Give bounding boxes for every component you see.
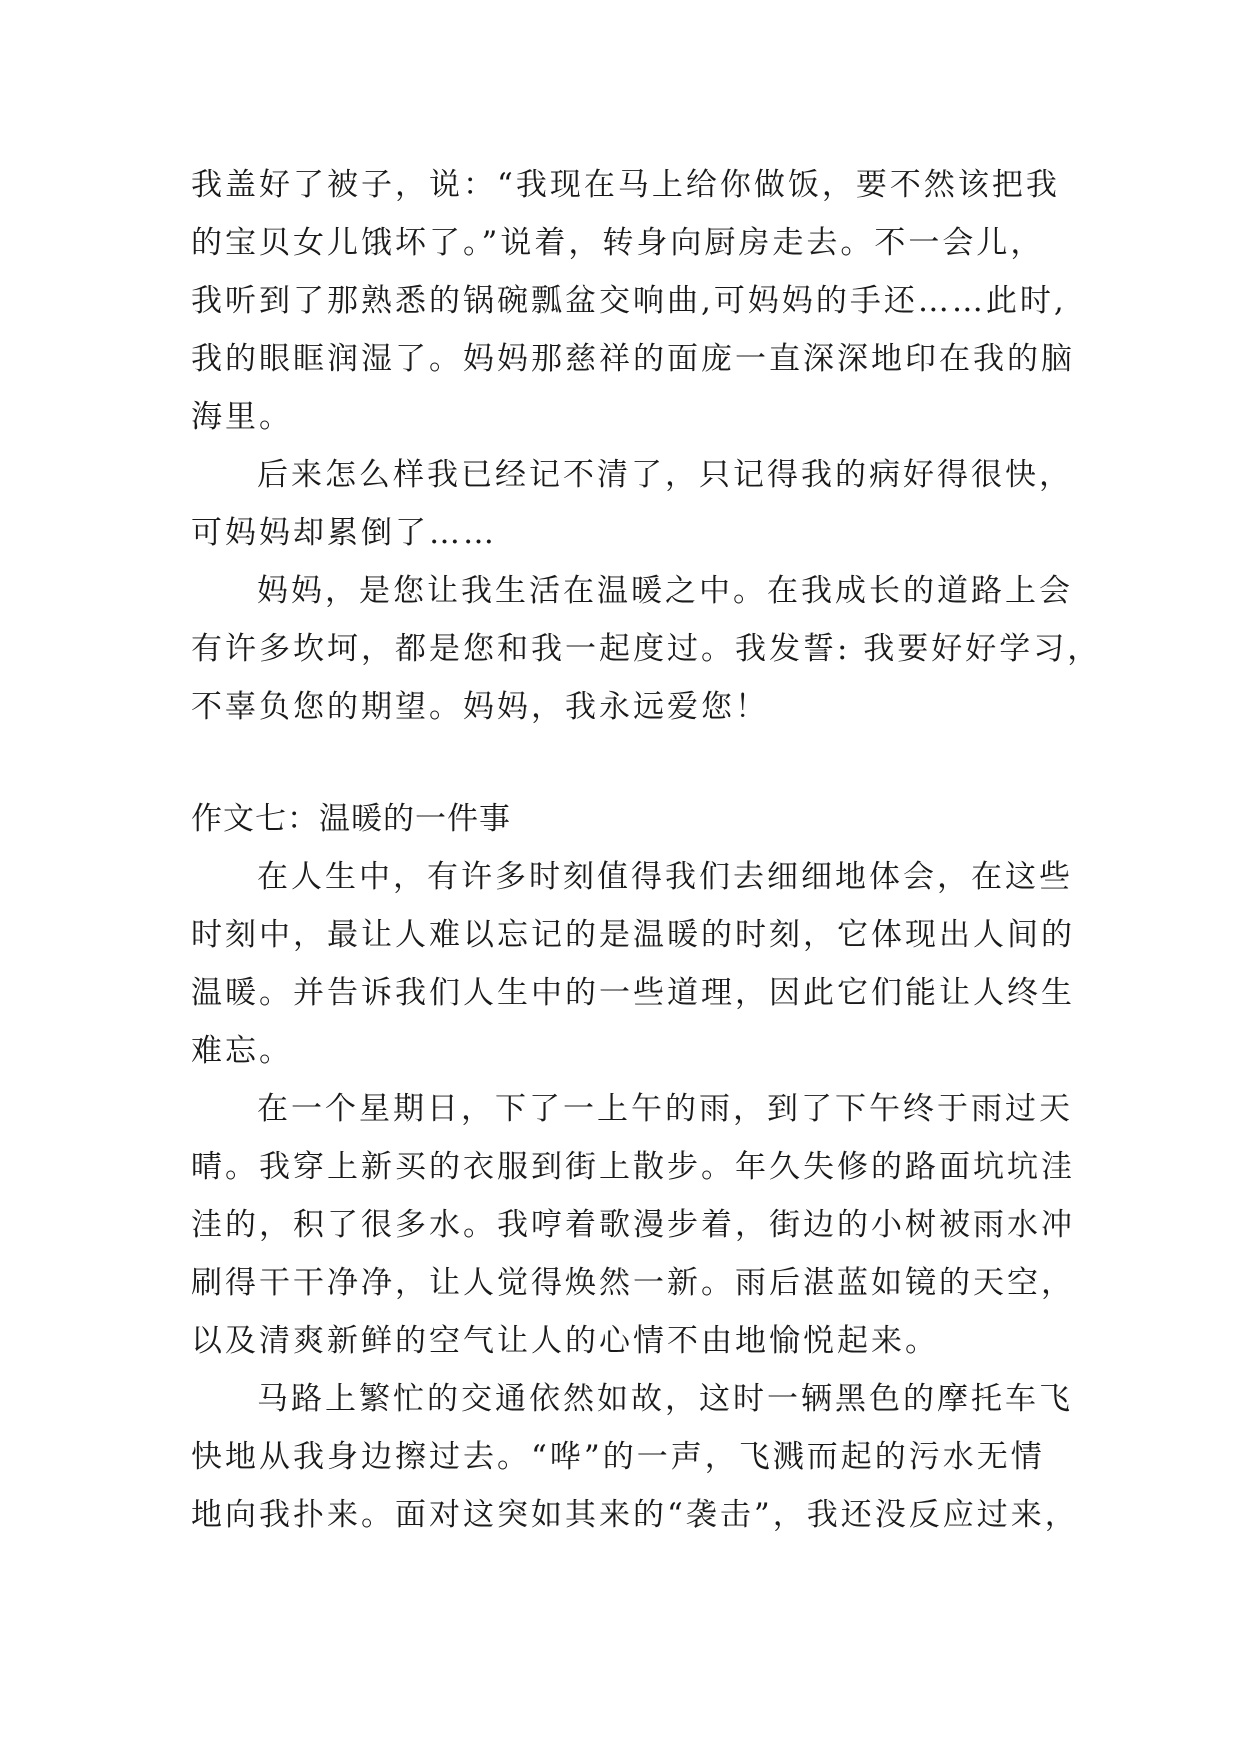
text-line: 温暖。并告诉我们人生中的一些道理，因此它们能让人终生 bbox=[191, 975, 1075, 1011]
text-line: 地向我扑来。面对这突如其来的“袭击”，我还没反应过来， bbox=[191, 1497, 1079, 1533]
text-line: 洼的，积了很多水。我哼着歌漫步着，街边的小树被雨水冲 bbox=[191, 1207, 1075, 1243]
text-line: 有许多坎坷，都是您和我一起度过。我发誓: 我要好好学习， bbox=[191, 631, 1102, 667]
text-line: 我盖好了被子，说：“我现在马上给你做饭，要不然该把我 bbox=[191, 167, 1060, 203]
text-line: 难忘。 bbox=[191, 1033, 293, 1069]
essay-title: 作文七：温暖的一件事 bbox=[191, 801, 511, 837]
text-line: 刷得干干净净，让人觉得焕然一新。雨后湛蓝如镜的天空， bbox=[191, 1265, 1075, 1301]
text-line: 晴。我穿上新买的衣服到街上散步。年久失修的路面坑坑洼 bbox=[191, 1149, 1075, 1185]
text-line: 的宝贝女儿饿坏了。”说着，转身向厨房走去。不一会儿， bbox=[191, 225, 1045, 261]
text-line: 可妈妈却累倒了…… bbox=[191, 515, 497, 551]
paragraph-first-line: 在人生中，有许多时刻值得我们去细细地体会，在这些 bbox=[257, 859, 1073, 895]
paragraph-first-line: 后来怎么样我已经记不清了，只记得我的病好得很快， bbox=[257, 457, 1073, 493]
text-line: 我听到了那熟悉的锅碗瓢盆交响曲,可妈妈的手还……此时, bbox=[191, 283, 1067, 319]
text-line: 我的眼眶润湿了。妈妈那慈祥的面庞一直深深地印在我的脑 bbox=[191, 341, 1075, 377]
text-line: 不辜负您的期望。妈妈，我永远爱您！ bbox=[191, 689, 769, 725]
text-line: 时刻中，最让人难以忘记的是温暖的时刻，它体现出人间的 bbox=[191, 917, 1075, 953]
paragraph-first-line: 在一个星期日，下了一上午的雨，到了下午终于雨过天 bbox=[257, 1091, 1073, 1127]
paragraph-first-line: 妈妈，是您让我生活在温暖之中。在我成长的道路上会 bbox=[257, 573, 1073, 609]
text-line: 快地从我身边擦过去。“哗”的一声，飞溅而起的污水无情 bbox=[191, 1439, 1045, 1475]
paragraph-first-line: 马路上繁忙的交通依然如故，这时一辆黑色的摩托车飞 bbox=[257, 1381, 1073, 1417]
text-line: 海里。 bbox=[191, 399, 293, 435]
text-line: 以及清爽新鲜的空气让人的心情不由地愉悦起来。 bbox=[191, 1323, 939, 1359]
